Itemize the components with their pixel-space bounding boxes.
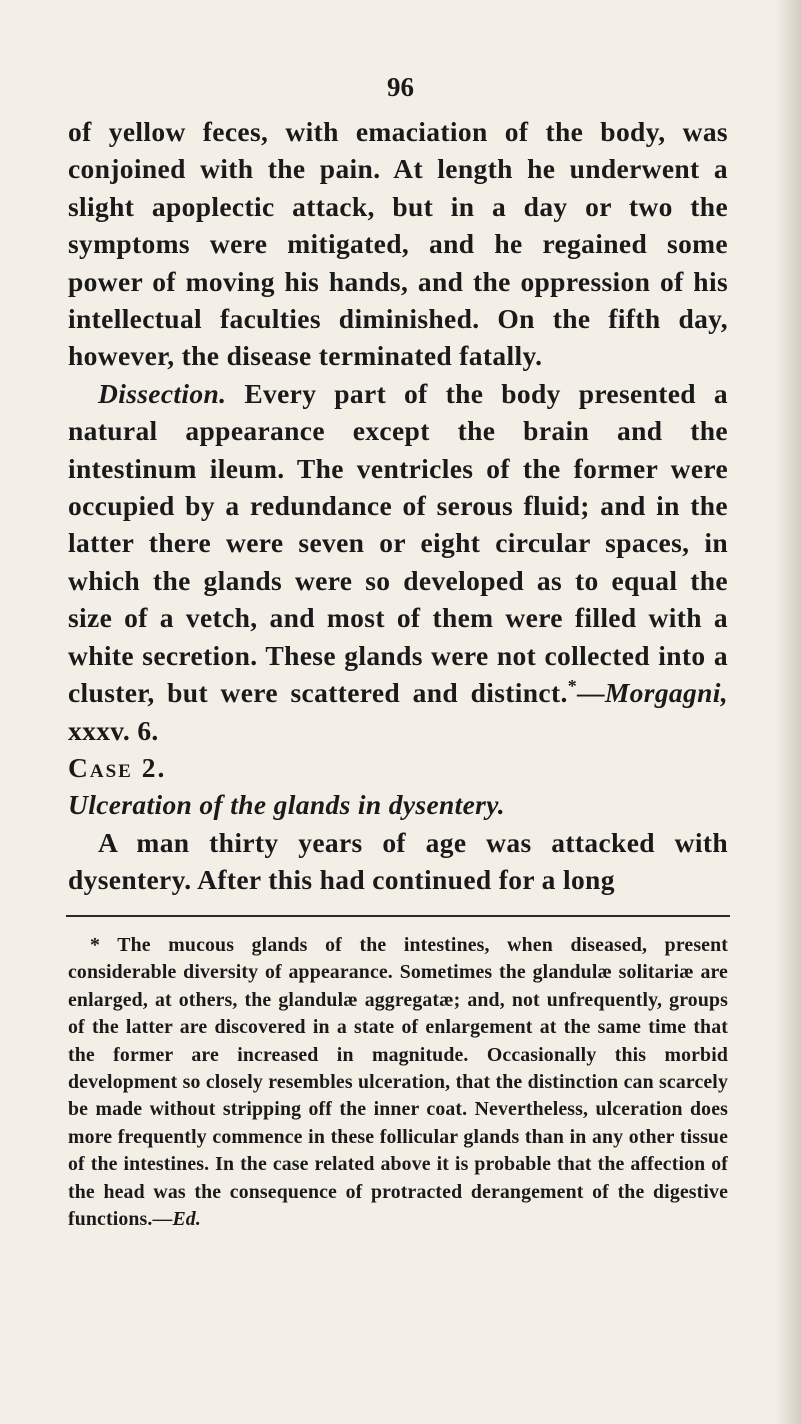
case-heading: Case 2.	[68, 751, 167, 783]
main-text	[68, 113, 728, 899]
footnote-paragraph	[68, 932, 728, 1233]
page-number: 96	[387, 72, 414, 102]
case-subtitle: Ulceration of the glands in dysentery.	[68, 789, 505, 821]
case-text: A man thirty years of age was attacked with dysentery. After this had continued for a long	[68, 826, 728, 896]
dissection-text: Every part of the body presented a natural appearance except the brain and the intestinum ileum. The ventricles of the former were occupied by a redundance of serous fluid; and in the latter there were seven or eight circular spaces, in which the glands were so developed as to equal the size of a vetch, and most of them were filled with a white secretion. These glands were not collected into a cluster, but were scattered and distinct.	[68, 377, 728, 709]
dissection-label: Dissection.	[98, 377, 227, 409]
footnote-dash: —	[152, 1208, 173, 1231]
case-paragraph	[68, 824, 728, 899]
footnote-signature: Ed.	[172, 1208, 201, 1231]
footnote-text: * The mucous glands of the intestines, when diseased, present considerable diversity of appearance. Sometimes the glandulæ solitariæ are enlarged, at others, the glandulæ aggregatæ; and, not unfrequently, groups of the latter are discovered in a state of enlargement at the same time that the former are increased in magnitude. Occasionally this morbid development so closely resembles ulceration, that the distinction can scarcely be made without stripping off the inner coat. Nevertheless, ulceration does more frequently commence in these follicular glands than in any other tissue of the intestines. In the case related above it is probable that the affection of the head was the consequence of protracted derangement of the digestive functions.	[68, 934, 728, 1231]
page-edge-shadow	[775, 0, 801, 1424]
citation-author: Morgagni,	[604, 677, 728, 709]
dissection-paragraph	[68, 375, 728, 749]
paragraph	[68, 113, 728, 375]
footnote-rule	[66, 915, 730, 917]
citation-dash: —	[577, 677, 605, 709]
footnote-mark: *	[567, 675, 578, 696]
paragraph-text: of yellow feces, with emaciation of the body, was conjoined with the pain. At length he underwent a slight apoplectic attack, but in a day or two the symptoms were mitigated, and he regained some power of moving his hands, and the oppression of his intellectual faculties diminished. On the fifth day, however, the disease terminated fatally.	[68, 116, 728, 372]
footnote	[68, 932, 728, 1233]
citation-reference: xxxv. 6.	[68, 714, 159, 746]
